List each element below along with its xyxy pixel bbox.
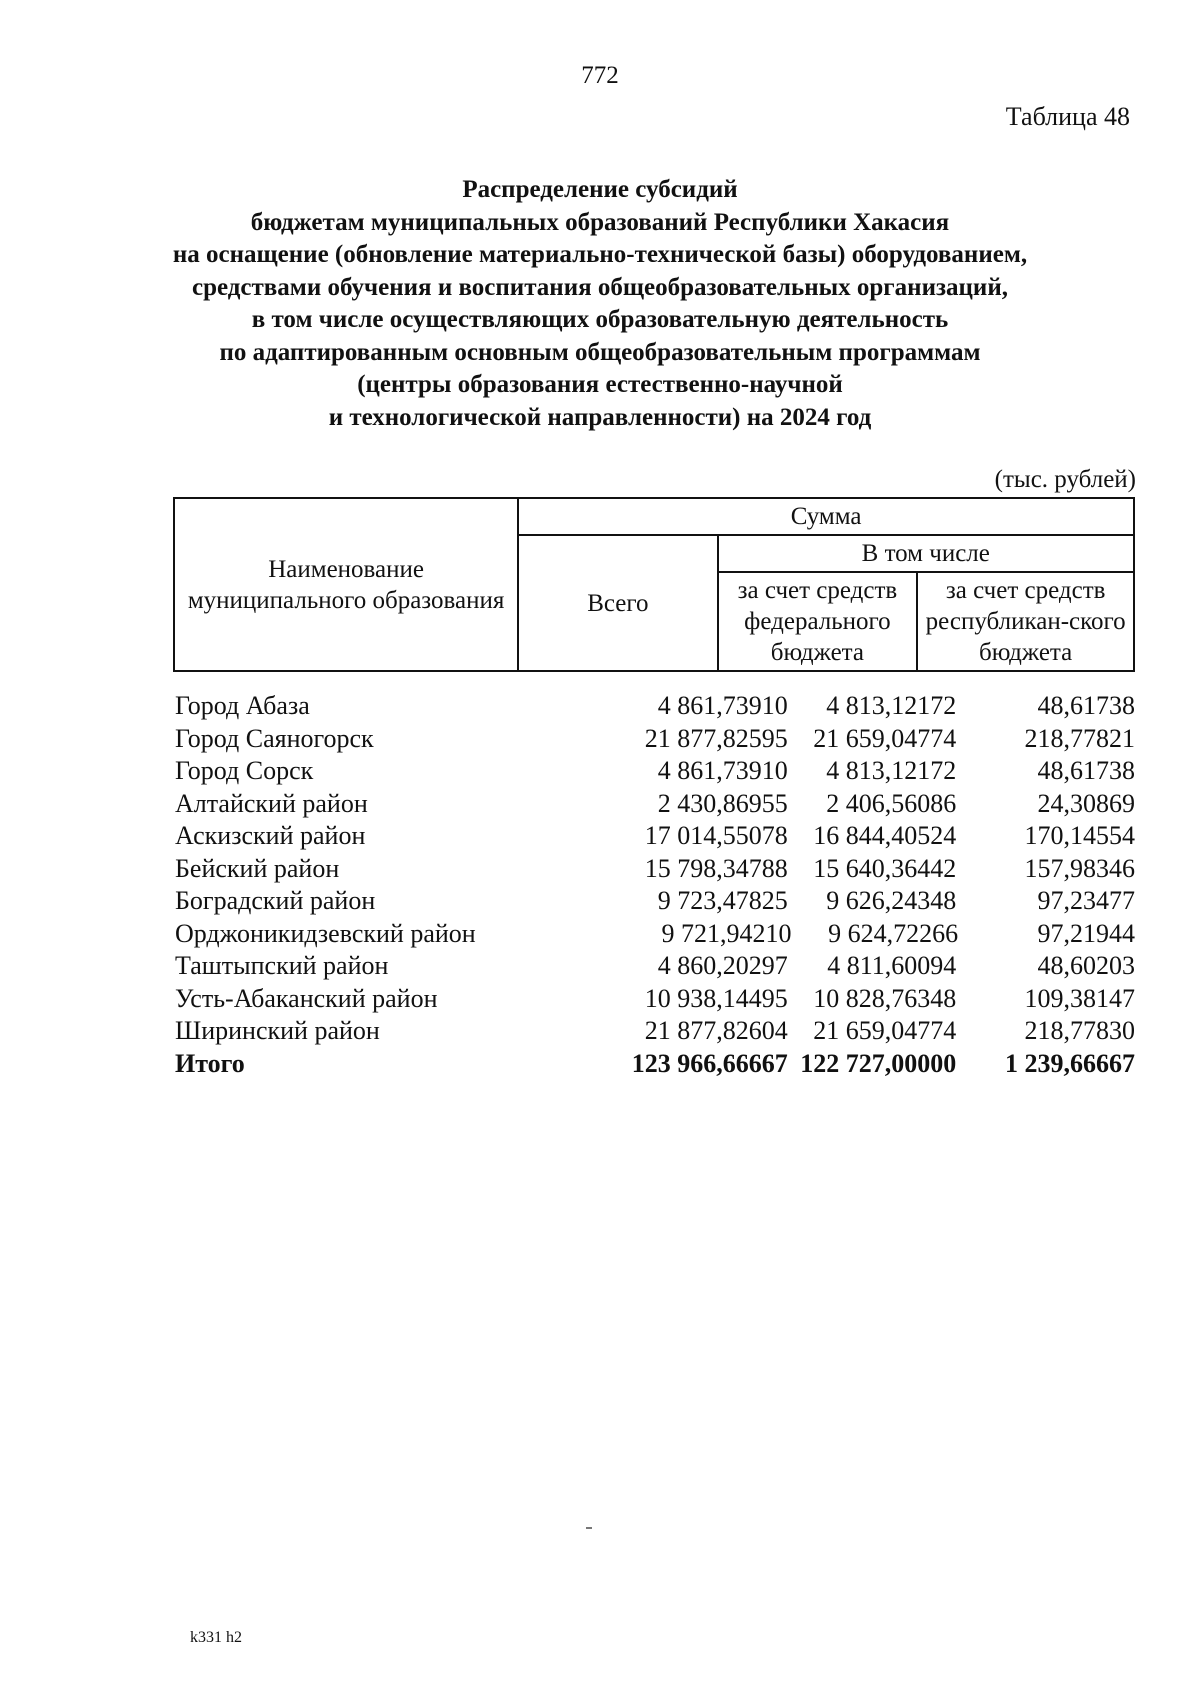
federal-value: 9 626,24348 <box>826 886 957 916</box>
republic-value: 157,98346 <box>1024 853 1135 883</box>
federal-value: 2 406,56086 <box>826 788 957 818</box>
federal-value: 10 828,76348 <box>813 983 957 1013</box>
municipality-name: Город Сорск <box>175 756 314 786</box>
table-row <box>173 723 1135 756</box>
header-republic-column: за счет средств республикан-ского бюджета <box>917 572 1134 671</box>
federal-value: 9 624,72266 <box>828 918 959 948</box>
total-row-label: Итого <box>175 1048 245 1078</box>
republic-value: 97,23477 <box>1037 886 1135 916</box>
title-line: средствами обучения и воспитания общеобразовательных организаций, <box>192 273 1008 301</box>
republic-value: 24,30869 <box>1037 788 1135 818</box>
title-line: в том числе осуществляющих образовательную деятельность <box>251 306 949 333</box>
title-line: на оснащение (обновление материально-технической базы) оборудованием, <box>172 241 1028 268</box>
title-line: бюджетам муниципальных образований Республики Хакасия <box>250 208 950 236</box>
republic-value: 97,21944 <box>1037 918 1135 948</box>
total-value: 2 430,86955 <box>657 788 788 818</box>
table-row <box>173 950 1135 983</box>
municipality-name: Город Саяногорск <box>175 723 374 753</box>
table-row <box>173 1015 1135 1048</box>
grand-federal-value: 122 727,00000 <box>800 1048 957 1078</box>
federal-value: 4 813,12172 <box>826 691 957 721</box>
header-total-column: Всего <box>518 535 717 671</box>
table-row <box>173 788 1135 821</box>
header-including: В том числе <box>718 535 1134 572</box>
table-row <box>173 820 1135 853</box>
republic-value: 218,77830 <box>1024 1016 1135 1046</box>
total-value: 10 938,14495 <box>644 983 788 1013</box>
federal-value: 21 659,04774 <box>813 1016 957 1046</box>
municipality-name: Боградский район <box>175 886 376 916</box>
title-line: Распределение субсидий <box>462 176 738 203</box>
title-line: и технологической направленности) на 2024 год <box>328 403 872 431</box>
footer-code: k331 h2 <box>190 1629 242 1646</box>
municipality-name: Ширинский район <box>175 1016 380 1046</box>
federal-value: 4 813,12172 <box>826 756 957 786</box>
municipality-name: Город Абаза <box>175 691 310 721</box>
republic-value: 48,61738 <box>1037 756 1135 786</box>
table-row <box>173 853 1135 886</box>
table-row <box>173 983 1135 1016</box>
republic-value: 218,77821 <box>1024 723 1135 753</box>
scan-speck <box>586 1527 592 1529</box>
table-row <box>173 885 1135 918</box>
total-value: 21 877,82595 <box>644 723 788 753</box>
total-value: 17 014,55078 <box>644 821 788 851</box>
total-row <box>173 1048 1135 1081</box>
municipality-name: Аскизский район <box>175 821 366 851</box>
republic-value: 48,61738 <box>1037 691 1135 721</box>
total-value: 4 860,20297 <box>657 951 788 981</box>
municipality-name: Усть-Абаканский район <box>175 983 438 1013</box>
municipality-name: Таштыпский район <box>175 951 389 981</box>
federal-value: 16 844,40524 <box>813 821 957 851</box>
municipality-name: Орджоникидзевский район <box>175 918 476 948</box>
table-row <box>173 918 1135 951</box>
total-value: 9 721,94210 <box>661 918 792 948</box>
header-name-column: Наименование муниципального образования <box>174 498 518 671</box>
total-value: 9 723,47825 <box>657 886 788 916</box>
header-federal-column: за счет средств федерального бюджета <box>718 572 918 671</box>
republic-value: 170,14554 <box>1024 821 1135 851</box>
table-row <box>173 755 1135 788</box>
table-body <box>173 690 1135 1080</box>
table-header <box>173 497 1135 672</box>
header-sum: Сумма <box>518 498 1134 535</box>
title-line: (центры образования естественно-научной <box>357 371 843 398</box>
document-title <box>100 174 1100 434</box>
federal-value: 21 659,04774 <box>813 723 957 753</box>
grand-republic-value: 1 239,66667 <box>1005 1048 1135 1078</box>
total-value: 4 861,73910 <box>657 691 788 721</box>
municipality-name: Бейский район <box>175 853 340 883</box>
total-value: 15 798,34788 <box>644 853 788 883</box>
units-label: (тыс. рублей) <box>994 466 1136 493</box>
title-line: по адаптированным основным общеобразовательным программам <box>219 338 981 366</box>
total-value: 4 861,73910 <box>657 756 788 786</box>
grand-total-value: 123 966,66667 <box>631 1048 788 1078</box>
federal-value: 4 811,60094 <box>827 951 957 981</box>
federal-value: 15 640,36442 <box>813 853 957 883</box>
republic-value: 109,38147 <box>1024 983 1135 1013</box>
table-row <box>173 690 1135 723</box>
municipality-name: Алтайский район <box>175 788 368 818</box>
table-label: Таблица 48 <box>1005 102 1130 131</box>
republic-value: 48,60203 <box>1037 951 1135 981</box>
total-value: 21 877,82604 <box>644 1016 788 1046</box>
page-number: 772 <box>581 62 619 89</box>
